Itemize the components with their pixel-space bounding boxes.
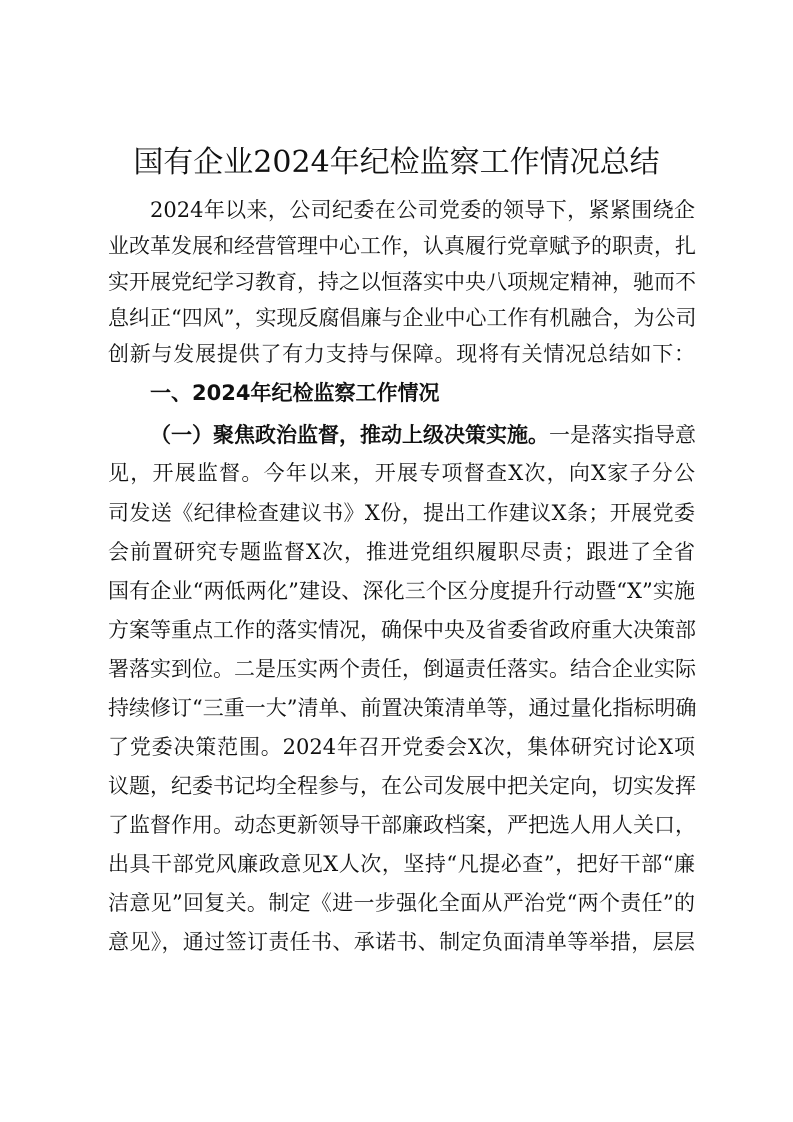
paragraph-line: 意见》，通过签订责任书、承诺书、制定负面清单等举措，层层 [108,930,695,954]
paragraph-line: 见，开展监督。今年以来，开展专项督查X次，向X家子分公 [108,461,695,485]
intro-line: 实开展党纪学习教育，持之以恒落实中央八项规定精神，驰而不 [108,270,696,294]
paragraph-lead-rest: 一是落实指导意 [549,423,696,447]
intro-line: 2024年以来，公司纪委在公司党委的领导下，紧紧围绕企 [150,198,695,222]
section-heading: 一、2024年纪检监察工作情况 [150,381,440,405]
paragraph-line: 出具干部党风廉政意见X人次，坚持“凡提必查”，把好干部“廉 [108,852,695,876]
paragraph-line: 署落实到位。二是压实两个责任，倒逼责任落实。结合企业实际 [108,657,696,681]
document-title: 国有企业2024年纪检监察工作情况总结 [133,145,660,180]
paragraph-line: 洁意见”回复关。制定《进一步强化全面从严治党“两个责任”的 [108,891,695,915]
paragraph-line: 方案等重点工作的落实情况，确保中央及省委省政府重大决策部 [108,618,696,642]
paragraph-line: 持续修订“三重一大”清单、前置决策清单等，通过量化指标明确 [108,696,697,720]
paragraph-line: 会前置研究专题监督X次，推进党组织履职尽责；跟进了全省 [108,540,695,564]
paragraph-line: 议题，纪委书记均全程参与，在公司发展中把关定向，切实发挥 [108,774,696,798]
paragraph-line: 了监督作用。动态更新领导干部廉政档案，严把选人用人关口， [108,813,696,837]
paragraph-first-line [150,420,695,450]
paragraph-line: 国有企业“两低两化”建设、深化三个区分度提升行动暨“X”实施 [108,579,695,603]
intro-line: 创新与发展提供了有力支持与保障。现将有关情况总结如下： [108,342,695,366]
intro-line: 息纠正“四风”，实现反腐倡廉与企业中心工作有机融合，为公司 [108,306,697,330]
paragraph-line: 司发送《纪律检查建议书》X份，提出工作建议X条；开展党委 [108,501,695,525]
intro-line: 业改革发展和经营管理中心工作，认真履行党章赋予的职责，扎 [108,234,696,258]
paragraph-lead: （一）聚焦政治监督，推动上级决策实施。 [150,422,549,447]
paragraph-line: 了党委决策范围。2024年召开党委会X次，集体研究讨论X项 [108,735,695,759]
